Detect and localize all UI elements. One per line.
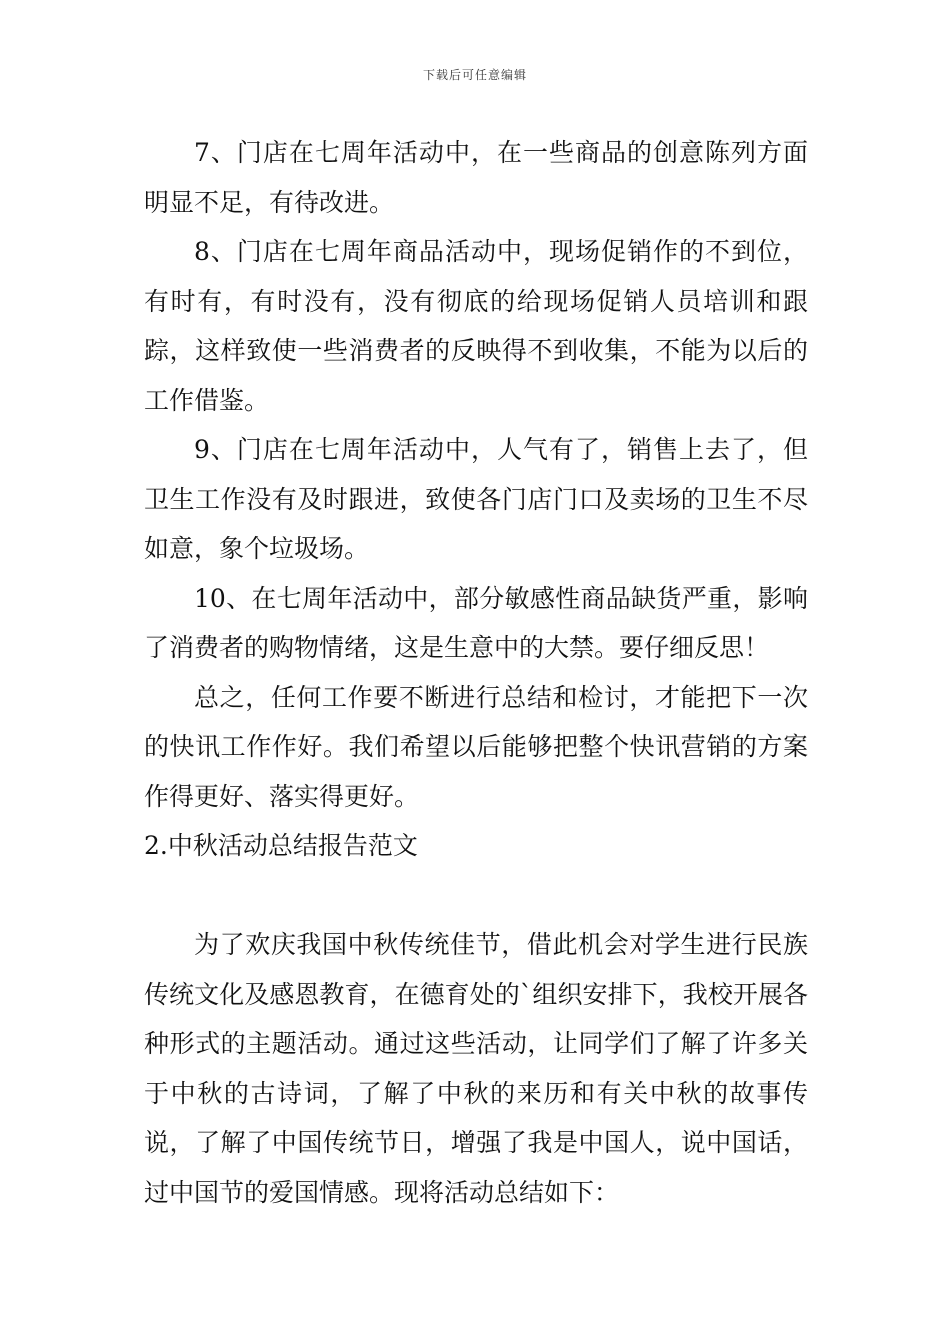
paragraph-item-10: 10、在七周年活动中，部分敏感性商品缺货严重，影响了消费者的购物情绪，这是生意中的大禁。要仔细反思！	[144, 583, 808, 662]
blank-line	[144, 871, 808, 921]
summary-paragraph: 总之，任何工作要不断进行总结和检讨，才能把下一次的快讯工作作好。我们希望以后能够把整个快讯营销的方案作得更好、落实得更好。	[144, 682, 808, 811]
page-header-note: 下载后可任意编辑	[422, 68, 527, 82]
paragraph-item-7: 7、门店在七周年活动中，在一些商品的创意陈列方面明显不足，有待改进。	[144, 138, 808, 217]
paragraph-item-8: 8、门店在七周年商品活动中，现场促销作的不到位，有时有，有时没有，没有彻底的给现场促销人员培训和跟踪，这样致使一些消费者的反映得不到收集，不能为以后的工作借鉴。	[144, 237, 808, 415]
intro-paragraph: 为了欢庆我国中秋传统佳节，借此机会对学生进行民族传统文化及感恩教育，在德育处的`组织安排下，我校开展各种形式的主题活动。通过这些活动，让同学们了解了许多关于中秋的古诗词，了解了中秋的来历和有关中秋的故事传说，了解了中国传统节日，增强了我是中国人，说中国话，过中国节的爱国情感。现将活动总结如下：	[144, 930, 808, 1207]
section-heading: 2.中秋活动总结报告范文	[144, 831, 418, 860]
document-body	[144, 128, 808, 1217]
paragraph-item-9: 9、门店在七周年活动中，人气有了，销售上去了，但卫生工作没有及时跟进，致使各门店门口及卖场的卫生不尽如意，象个垃圾场。	[144, 435, 808, 563]
